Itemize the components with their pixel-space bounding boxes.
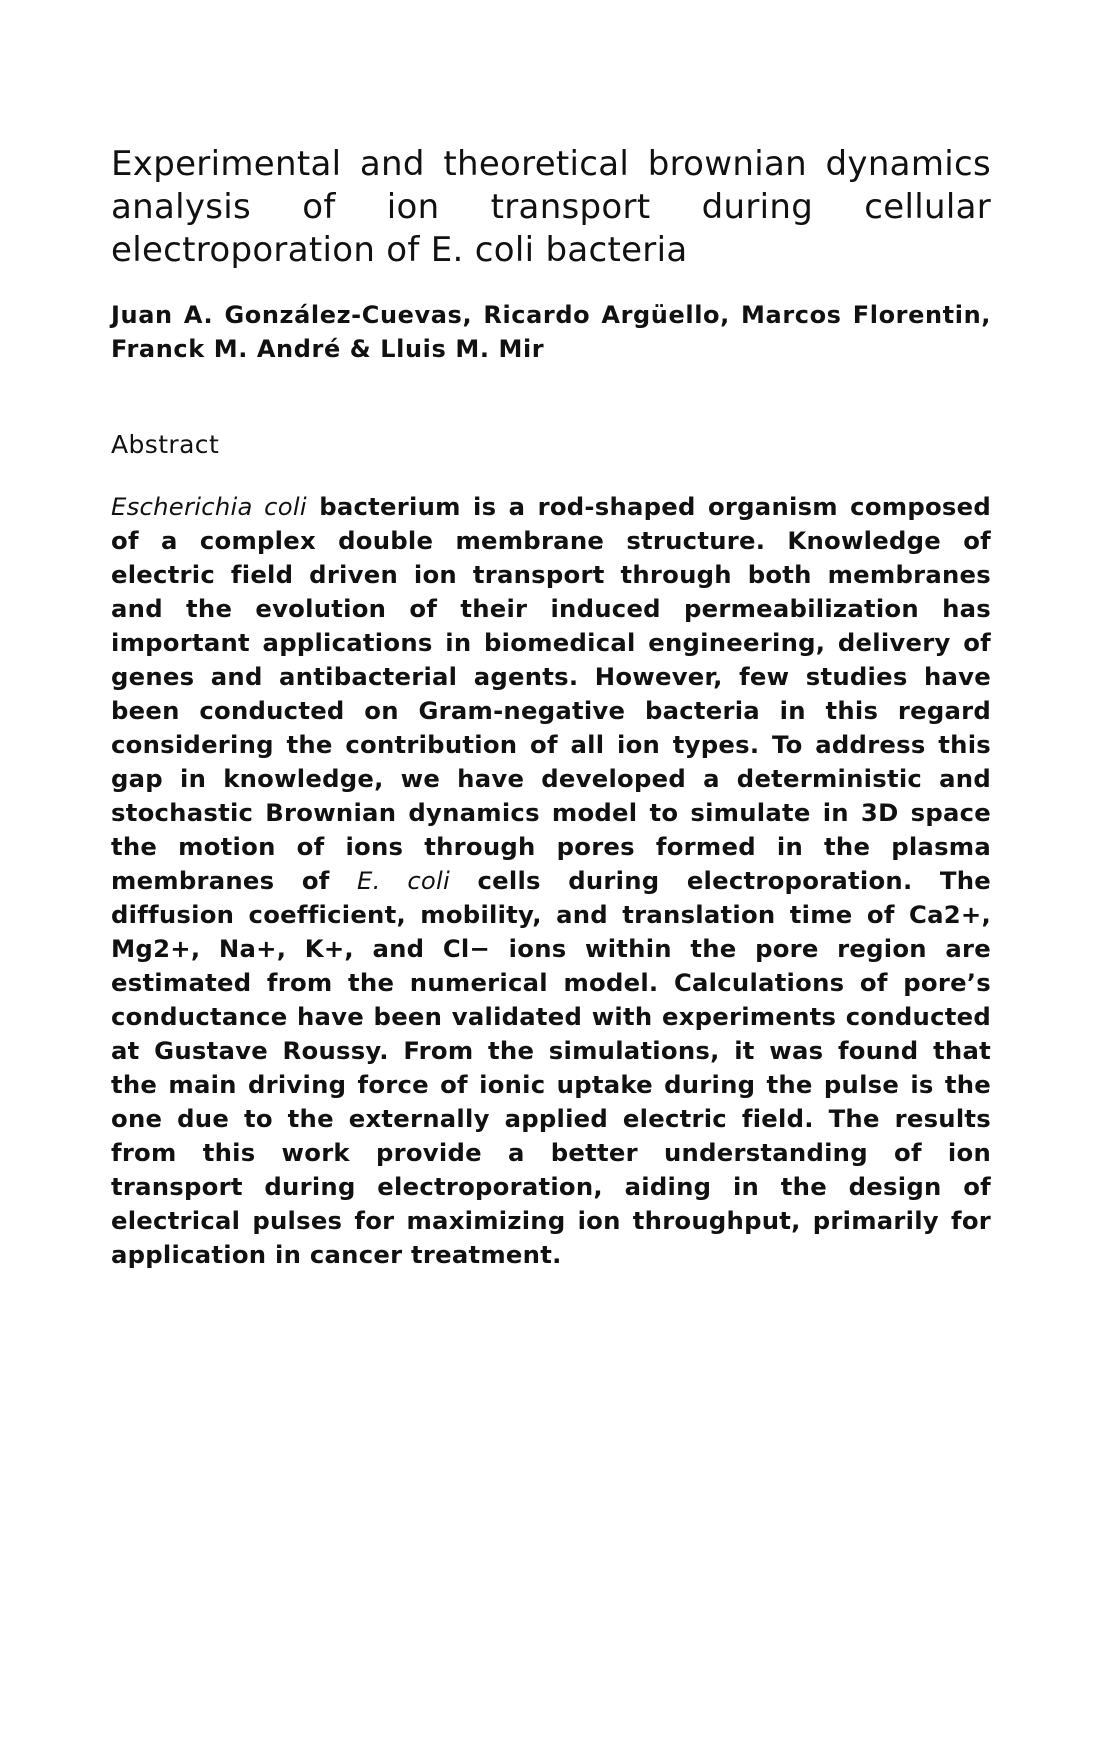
abstract-text-part-2: cells during electroporation. The diffusion coefficient, mobility, and translation time of Ca2+, Mg2+, Na+, K+, and Cl− ions within the pore region are estimated from the numerical model. Calculations of pore’s conductance have been validated with experiments conducted at Gustave Roussy. From the simulations, it was found that the main driving force of ionic uptake during the pulse is the one due to the externally applied electric field. The results from this work provide a better understanding of ion transport during electroporation, aiding in the design of electrical pulses for maximizing ion throughput, primarily for application in cancer treatment. [111,866,991,1269]
abstract-text [111,490,991,1272]
paper-title: Experimental and theoretical brownian dynamics analysis of ion transport during cellular electroporation of E. coli bacteria [111,144,991,270]
abstract-ecoli-name: E. coli [357,866,451,895]
paper-page [111,143,991,1272]
abstract-text-part-1: bacterium is a rod-shaped organism composed of a complex double membrane structure. Knowledge of electric field driven ion transport through both membranes and the evolution of their induced permeabilization has important applications in biomedical engineering, delivery of genes and antibacterial agents. However, few studies have been conducted on Gram-negative bacteria in this regard considering the contribution of all ion types. To address this gap in knowledge, we have developed a deterministic and stochastic Brownian dynamics model to simulate in 3D space the motion of ions through pores formed in the plasma membranes of [111,492,991,895]
abstract-species-name: Escherichia coli [111,492,307,521]
abstract-heading: Abstract [111,430,220,459]
author-list: Juan A. González-Cuevas, Ricardo Argüello, Marcos Florentin, Franck M. André & Lluis M. Mir [111,301,991,363]
